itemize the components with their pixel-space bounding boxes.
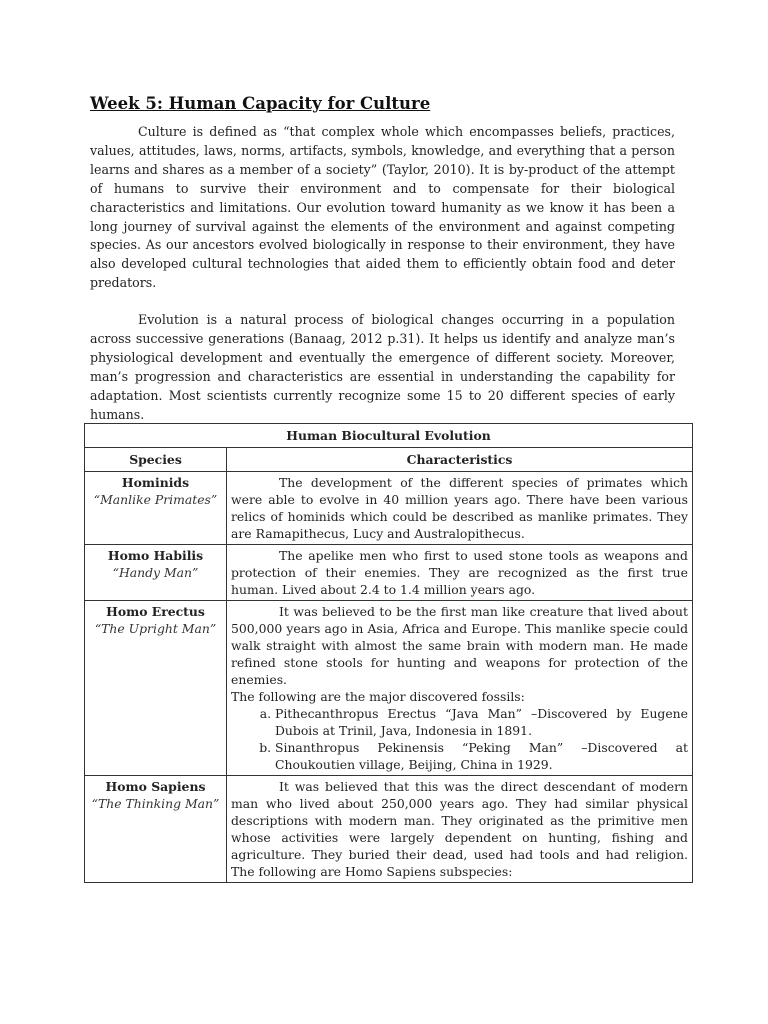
table-row (85, 472, 693, 545)
table-row (85, 545, 693, 601)
paragraph-culture: Culture is defined as “that complex whole which encompasses beliefs, practices, values, attitudes, laws, norms, artifacts, symbols, knowledge, and everything that a person learns and shares as a member of a society” (Taylor, 2010). It is by-product of the attempt of humans to survive their environment and to compensate for their biological characteristics and limitations. Our evolution toward humanity as we know it has been a long journey of survival against the elements of the environment and against competing species. As our ancestors evolved biologically in response to their environment, they have also developed cultural technologies that aided them to efficiently obtain food and deter predators. (90, 124, 675, 291)
species-description: The development of the different species of primates which were able to evolve in 40 million years ago. There have been various relics of hominids which could be described as manlike primates. They are Ramapithecus, Lucy and Australopithecus. (231, 475, 688, 541)
species-name: Homo Erectus (106, 604, 205, 619)
list-item: a. Pithecanthropus Erectus “Java Man” –Discovered by Eugene Dubois at Trinil, Java, Indonesia in 1891. (275, 705, 688, 739)
species-description: It was believed that this was the direct descendant of modern man who lived about 250,000 years ago. They had similar physical descriptions with modern man. They originated as the primitive men whose activities were largely dependent on hunting, fishing and agriculture. They buried their dead, used had tools and had religion. The following are Homo Sapiens subspecies: (231, 779, 688, 879)
fossil-list (231, 705, 688, 773)
document-body (90, 94, 675, 425)
page-title: Week 5: Human Capacity for Culture (90, 94, 431, 113)
paragraph-evolution: Evolution is a natural process of biological changes occurring in a population across successive generations (Banaag, 2012 p.31). It helps us identify and analyze man’s physiological development and eventually the emergence of different society. Moreover, man’s progression and characteristics are essential in understanding the capability for adaptation. Most scientists currently recognize some 15 to 20 different species of early humans. (90, 312, 675, 422)
list-item: b. Sinanthropus Pekinensis “Peking Man” –Discovered at Choukoutien village, Beijing, China in 1929. (275, 739, 688, 773)
biocultural-evolution-table (84, 423, 693, 883)
species-description: It was believed to be the first man like creature that lived about 500,000 years ago in Asia, Africa and Europe. This manlike specie could walk straight with almost the same brain with modern man. He made refined stone stools for hunting and weapons for protection of the enemies. (231, 604, 688, 687)
column-header-characteristics: Characteristics (227, 448, 693, 472)
species-description: The apelike men who first to used stone tools as weapons and protection of their enemies. They are recognized as the first true human. Lived about 2.4 to 1.4 million years ago. (231, 548, 688, 597)
table-row (85, 776, 693, 883)
species-name: Hominids (121, 475, 190, 490)
species-nickname: “Manlike Primates” (93, 492, 218, 507)
species-nickname: “Handy Man” (112, 565, 199, 580)
species-nickname: “The Upright Man” (94, 621, 217, 636)
table-caption: Human Biocultural Evolution (85, 424, 693, 448)
species-name: Homo Sapiens (105, 779, 206, 794)
species-name: Homo Habilis (107, 548, 204, 563)
column-header-species: Species (85, 448, 227, 472)
fossil-list-intro: The following are the major discovered fossils: (231, 689, 525, 704)
table-row (85, 601, 693, 776)
species-nickname: “The Thinking Man” (91, 796, 220, 811)
